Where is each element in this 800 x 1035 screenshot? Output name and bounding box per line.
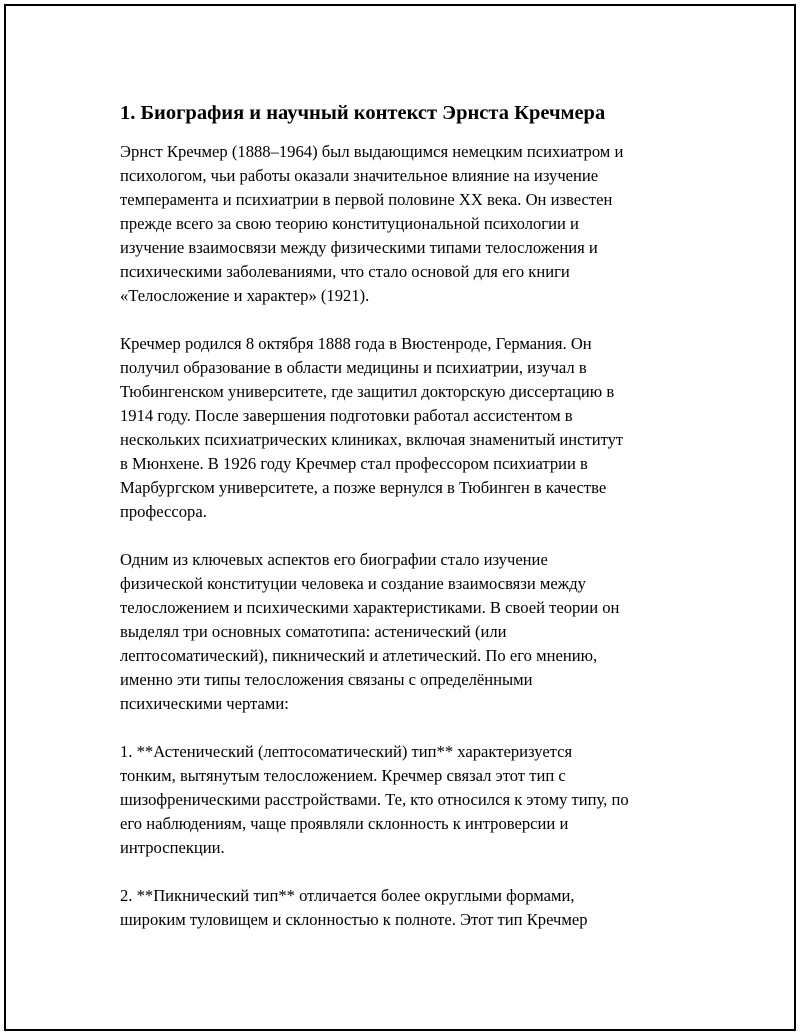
text-line: психическими заболеваниями, что стало основой для его книги [120, 262, 570, 281]
section-heading: 1. Биография и научный контекст Эрнста Кречмера [120, 102, 606, 124]
list-item-asthenic [120, 740, 700, 860]
text-line: Тюбингенском университете, где защитил докторскую диссертацию в [120, 382, 615, 401]
list-item-pyknic [120, 884, 700, 932]
text-line: прежде всего за свою теорию конституциональной психологии и [120, 214, 579, 233]
text-line: именно эти типы телосложения связаны с определёнными [120, 670, 533, 689]
text-line: телосложением и психическими характеристиками. В своей теории он [120, 598, 620, 617]
text-line: психическими чертами: [120, 694, 289, 713]
text-line: темперамента и психиатрии в первой половине XX века. Он известен [120, 190, 613, 209]
paragraph-intro [120, 140, 700, 308]
text-line: 2. **Пикнический тип** отличается более округлыми формами, [120, 886, 575, 905]
text-line: получил образование в области медицины и психиатрии, изучал в [120, 358, 587, 377]
text-line: Кречмер родился 8 октября 1888 года в Вюстенроде, Германия. Он [120, 334, 592, 353]
page-frame [4, 4, 796, 1031]
text-line: интроспекции. [120, 838, 225, 857]
text-line: его наблюдениям, чаще проявляли склонность к интроверсии и [120, 814, 569, 833]
text-line: профессора. [120, 502, 207, 521]
paragraph-somatotypes [120, 548, 700, 716]
text-line: «Телосложение и характер» (1921). [120, 286, 370, 305]
text-line: Одним из ключевых аспектов его биографии стало изучение [120, 550, 548, 569]
paragraph-biography [120, 332, 700, 524]
text-line: 1. **Астенический (лептосоматический) тип** характеризуется [120, 742, 573, 761]
text-line: тонким, вытянутым телосложением. Кречмер связал этот тип с [120, 766, 566, 785]
text-line: психологом, чьи работы оказали значительное влияние на изучение [120, 166, 599, 185]
text-line: широким туловищем и склонностью к полноте. Этот тип Кречмер [120, 910, 588, 929]
text-line: в Мюнхене. В 1926 году Кречмер стал профессором психиатрии в [120, 454, 588, 473]
text-line: 1914 году. После завершения подготовки работал ассистентом в [120, 406, 573, 425]
text-line: Эрнст Кречмер (1888–1964) был выдающимся немецким психиатром и [120, 142, 624, 161]
text-line: лептосоматический), пикнический и атлетический. По его мнению, [120, 646, 598, 665]
document-body [120, 100, 700, 956]
text-line: физической конституции человека и создание взаимосвязи между [120, 574, 586, 593]
text-line: выделял три основных соматотипа: астенический (или [120, 622, 507, 641]
text-line: нескольких психиатрических клиниках, включая знаменитый институт [120, 430, 624, 449]
text-line: изучение взаимосвязи между физическими типами телосложения и [120, 238, 598, 257]
text-line: шизофреническими расстройствами. Те, кто относился к этому типу, по [120, 790, 629, 809]
text-line: Марбургском университете, а позже вернулся в Тюбинген в качестве [120, 478, 607, 497]
